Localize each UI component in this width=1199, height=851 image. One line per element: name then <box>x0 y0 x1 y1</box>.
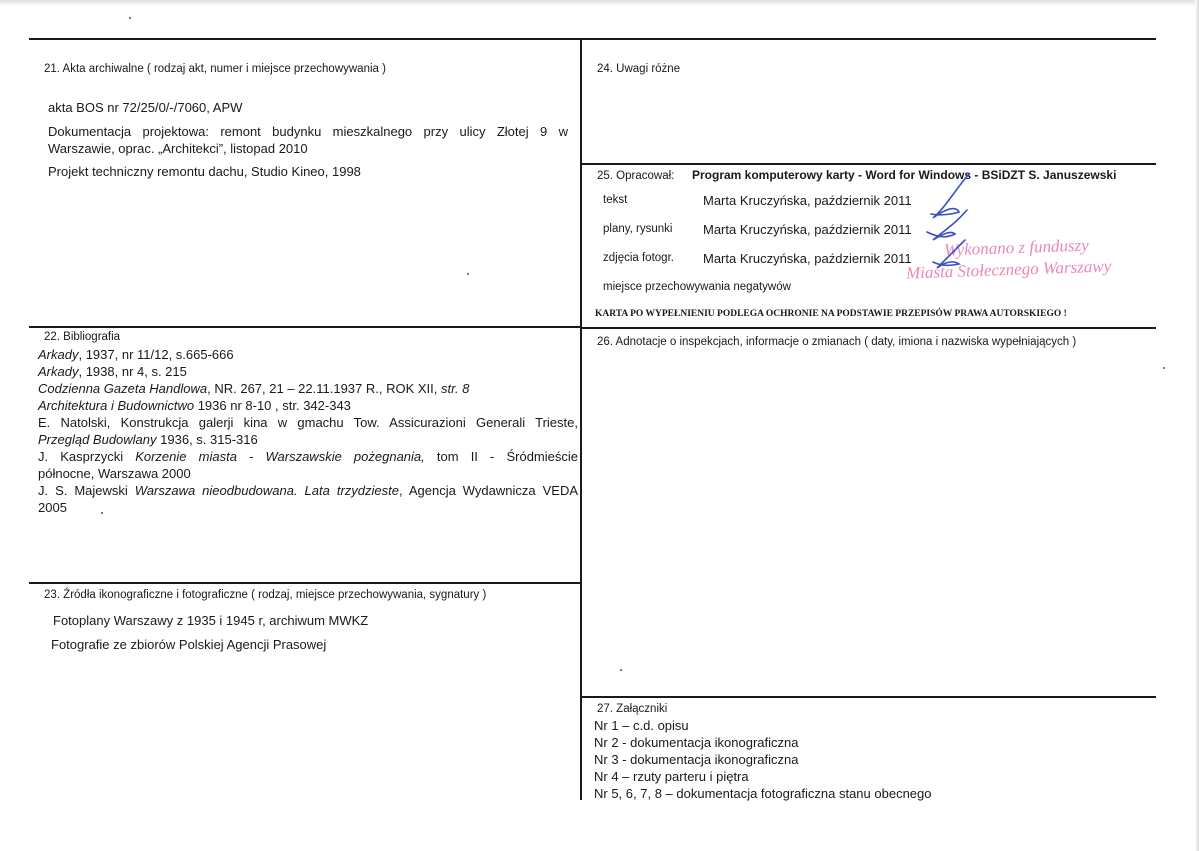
rule-26-27 <box>580 696 1156 698</box>
archive-entry-1: akta BOS nr 72/25/0/-/7060, APW <box>48 100 243 115</box>
iconography-entry-2: Fotografie ze zbiorów Polskiej Agencji Prasowej <box>51 637 327 652</box>
section-24-label: 24. Uwagi różne <box>597 63 681 75</box>
scan-speck <box>1163 367 1165 369</box>
archive-entry-3: Projekt techniczny remontu dachu, Studio Kineo, 1998 <box>48 164 361 179</box>
bib-entry: J. S. Majewski Warszawa nieodbudowana. Lata trzydzieste, Agencja Wydawnicza VEDA <box>38 483 578 498</box>
scan-speck <box>467 273 469 275</box>
signature-mark <box>915 168 995 278</box>
bib-entry: Arkady, 1937, nr 11/12, s.665-666 <box>38 347 234 362</box>
attachment-item: Nr 3 - dokumentacja ikonograficzna <box>594 752 799 767</box>
scan-edge <box>0 0 1199 6</box>
author-row-value: Marta Kruczyńska, październik 2011 <box>703 193 912 208</box>
bib-entry: E. Natolski, Konstrukcja galerji kina w gmachu Tow. Assicurazioni Generali Trieste, <box>38 415 578 430</box>
top-rule <box>29 38 1156 40</box>
bib-entry: J. Kasprzycki Korzenie miasta - Warszawskie pożegnania, tom II - Śródmieście <box>38 449 579 464</box>
attachments-list <box>594 717 932 802</box>
center-divider <box>580 38 582 800</box>
section-22-label: 22. Bibliografia <box>44 331 121 343</box>
section-26-label: 26. Adnotacje o inspekcjach, informacje o zmianach ( daty, imiona i nazwiska wypełniających ) <box>597 336 1077 348</box>
rule-24-25 <box>580 163 1156 165</box>
author-row-label: tekst <box>603 194 628 206</box>
scan-edge-right <box>1195 0 1199 851</box>
author-row-label: plany, rysunki <box>603 223 673 235</box>
section-27-label: 27. Załączniki <box>597 703 668 715</box>
attachment-item: Nr 5, 6, 7, 8 – dokumentacja fotograficzna stanu obecnego <box>594 786 932 801</box>
bib-entry: Architektura i Budownictwo 1936 nr 8-10 , str. 342-343 <box>38 398 351 413</box>
section-23-label: 23. Źródła ikonograficzne i fotograficzne ( rodzaj, miejsce przechowywania, sygnatury ) <box>44 589 487 601</box>
attachment-item: Nr 4 – rzuty parteru i piętra <box>594 769 749 784</box>
bib-entry-cont: północne, Warszawa 2000 <box>38 466 191 481</box>
copyright-notice: KARTA PO WYPEŁNIENIU PODLEGA OCHRONIE NA PODSTAWIE PRZEPISÓW PRAWA AUTORSKIEGO ! <box>595 309 1067 319</box>
author-row-value: Marta Kruczyńska, październik 2011 <box>703 251 912 266</box>
section-25-label: 25. Opracował: <box>597 170 675 182</box>
funding-stamp-line-2: Miasta Stołecznego Warszawy <box>905 256 1112 283</box>
scan-speck <box>101 512 103 514</box>
scan-speck <box>129 17 131 19</box>
program-note: Program komputerowy karty - Word for Windows - BSiDZT S. Januszewski <box>692 168 1117 182</box>
rule-22-23 <box>29 582 581 584</box>
attachment-item: Nr 1 – c.d. opisu <box>594 718 689 733</box>
attachment-item: Nr 2 - dokumentacja ikonograficzna <box>594 735 799 750</box>
bib-entry: Codzienna Gazeta Handlowa, NR. 267, 21 – 22.11.1937 R., ROK XII, str. 8 <box>38 381 470 396</box>
author-row-label: zdjęcia fotogr. <box>603 252 674 264</box>
bib-entry-cont: Przegląd Budowlany 1936, s. 315-316 <box>38 432 258 447</box>
author-row-value: Marta Kruczyńska, październik 2011 <box>703 222 912 237</box>
rule-25-26 <box>580 327 1156 329</box>
scan-speck <box>620 669 622 671</box>
iconography-entry-1: Fotoplany Warszawy z 1935 i 1945 r, archiwum MWKZ <box>53 613 369 628</box>
archive-entry-2: Dokumentacja projektowa: remont budynku mieszkalnego przy ulicy Złotej 9 w Warszawie, oprac. „Architekci”, listopad 2010 <box>48 124 568 156</box>
bibliography-list <box>38 346 578 516</box>
funding-stamp-line-1: Wykonano z funduszy <box>943 235 1090 260</box>
section-21-label: 21. Akta archiwalne ( rodzaj akt, numer i miejsce przechowywania ) <box>44 63 386 75</box>
bib-entry-cont: 2005 <box>38 500 67 515</box>
rule-21-22 <box>29 326 581 328</box>
negatives-location-label: miejsce przechowywania negatywów <box>603 281 791 293</box>
bib-entry: Arkady, 1938, nr 4, s. 215 <box>38 364 187 379</box>
